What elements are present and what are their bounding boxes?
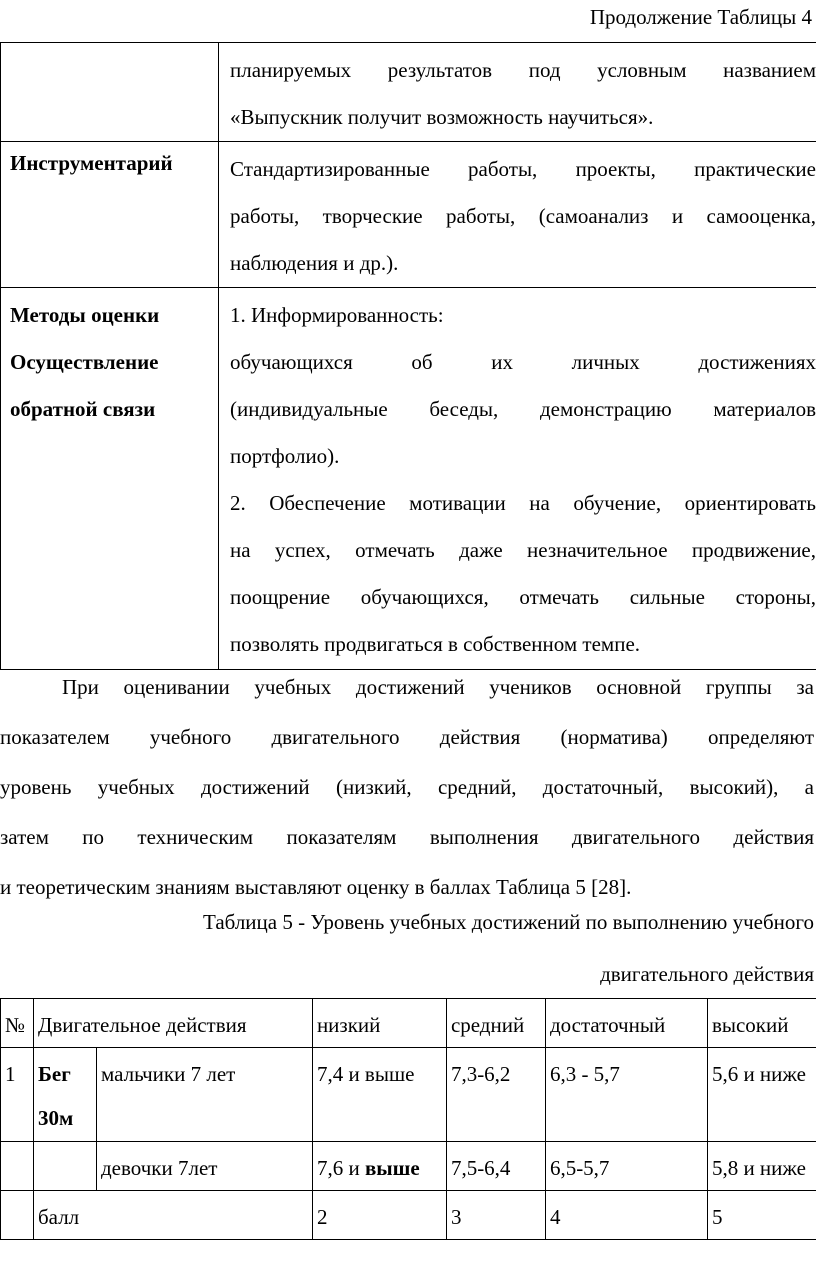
text-line: портфолио).	[230, 444, 340, 468]
table4-row3-left	[1, 288, 219, 670]
text-line: 1. Информированность:	[230, 303, 444, 327]
text-line: 2. Обеспечение мотивации на обучение, ориентировать	[230, 491, 816, 515]
paragraph-line: затем по техническим показателям выполнения двигательного действия	[0, 825, 814, 849]
table-5	[0, 998, 816, 1240]
low-cell: 7,4 и выше	[312, 1048, 446, 1142]
table-row	[1, 288, 816, 670]
paragraph-line: показателем учебного двигательного действия (норматива) определяют	[0, 725, 814, 749]
table4-row3-right	[219, 288, 816, 670]
title-line: Таблица 5 - Уровень учебных достижений по выполнению учебного	[203, 910, 814, 934]
left-label-line: Осуществление	[10, 350, 159, 374]
table-row	[1, 1191, 816, 1240]
row-num-empty	[1, 1142, 34, 1191]
score-label-cell: балл	[34, 1191, 313, 1240]
table4-row1-left	[1, 43, 219, 142]
text-line: планируемых результатов под условным названием	[230, 58, 816, 82]
enough-cell: 6,5-5,7	[545, 1142, 707, 1191]
table-row	[1, 1142, 816, 1191]
header-action: Двигательное действия	[34, 999, 313, 1048]
table-5-title	[203, 896, 814, 1000]
text-line: обучающихся об их личных достижениях	[230, 350, 816, 374]
low-value: 7,6 и	[316, 1156, 365, 1180]
high-cell: 5,6 и ниже	[707, 1048, 816, 1142]
high-cell: 5,8 и ниже	[707, 1142, 816, 1191]
text-line: на успех, отмечать даже незначительное продвижение,	[230, 538, 816, 562]
action-cell: Бег 30м	[34, 1048, 97, 1142]
table-row	[1, 43, 816, 142]
table-header-row	[1, 999, 816, 1048]
table4-row2-right	[219, 142, 816, 288]
text-line: «Выпускник получит возможность научиться».	[230, 105, 654, 129]
sub-cell: мальчики 7 лет	[97, 1048, 313, 1142]
header-high: высокий	[707, 999, 816, 1048]
header-num: №	[1, 999, 34, 1048]
text-line: позволять продвигаться в собственном темпе.	[230, 632, 641, 656]
enough-cell: 4	[545, 1191, 707, 1240]
left-label-line: обратной связи	[10, 397, 156, 421]
low-cell	[312, 1142, 446, 1191]
body-paragraph	[0, 662, 814, 912]
table4-row2-left: Инструментарий	[1, 142, 219, 288]
table-row	[1, 142, 816, 288]
table-continuation-caption: Продолжение Таблицы 4	[589, 5, 812, 29]
enough-cell: 6,3 - 5,7	[545, 1048, 707, 1142]
text-line: (индивидуальные беседы, демонстрацию материалов	[230, 397, 816, 421]
text-line: Стандартизированные работы, проекты, практические	[230, 157, 816, 181]
table-4-continuation	[0, 42, 816, 670]
mid-cell: 7,5-6,4	[446, 1142, 545, 1191]
text-line: поощрение обучающихся, отмечать сильные стороны,	[230, 585, 816, 609]
text-line: наблюдения и др.).	[230, 251, 399, 275]
action-cell-empty	[34, 1142, 97, 1191]
header-mid: средний	[446, 999, 545, 1048]
header-enough: достаточный	[545, 999, 707, 1048]
left-label-line: Методы оценки	[10, 303, 160, 327]
row-num-empty	[1, 1191, 34, 1240]
table4-row1-right	[219, 43, 816, 142]
high-cell: 5	[707, 1191, 816, 1240]
paragraph-line: При оценивании учебных достижений учеников основной группы за	[62, 675, 814, 699]
low-value-bold: выше	[364, 1156, 420, 1180]
mid-cell: 7,3-6,2	[446, 1048, 545, 1142]
paragraph-line: и теоретическим знаниям выставляют оценку в баллах Таблица 5 [28].	[0, 875, 632, 899]
header-low: низкий	[312, 999, 446, 1048]
low-cell: 2	[312, 1191, 446, 1240]
row-num: 1	[1, 1048, 34, 1142]
text-line: работы, творческие работы, (самоанализ и самооценка,	[230, 204, 816, 228]
mid-cell: 3	[446, 1191, 545, 1240]
paragraph-line: уровень учебных достижений (низкий, средний, достаточный, высокий), а	[0, 775, 814, 799]
table-row	[1, 1048, 816, 1142]
title-line: двигательного действия	[600, 962, 814, 986]
sub-cell: девочки 7лет	[97, 1142, 313, 1191]
